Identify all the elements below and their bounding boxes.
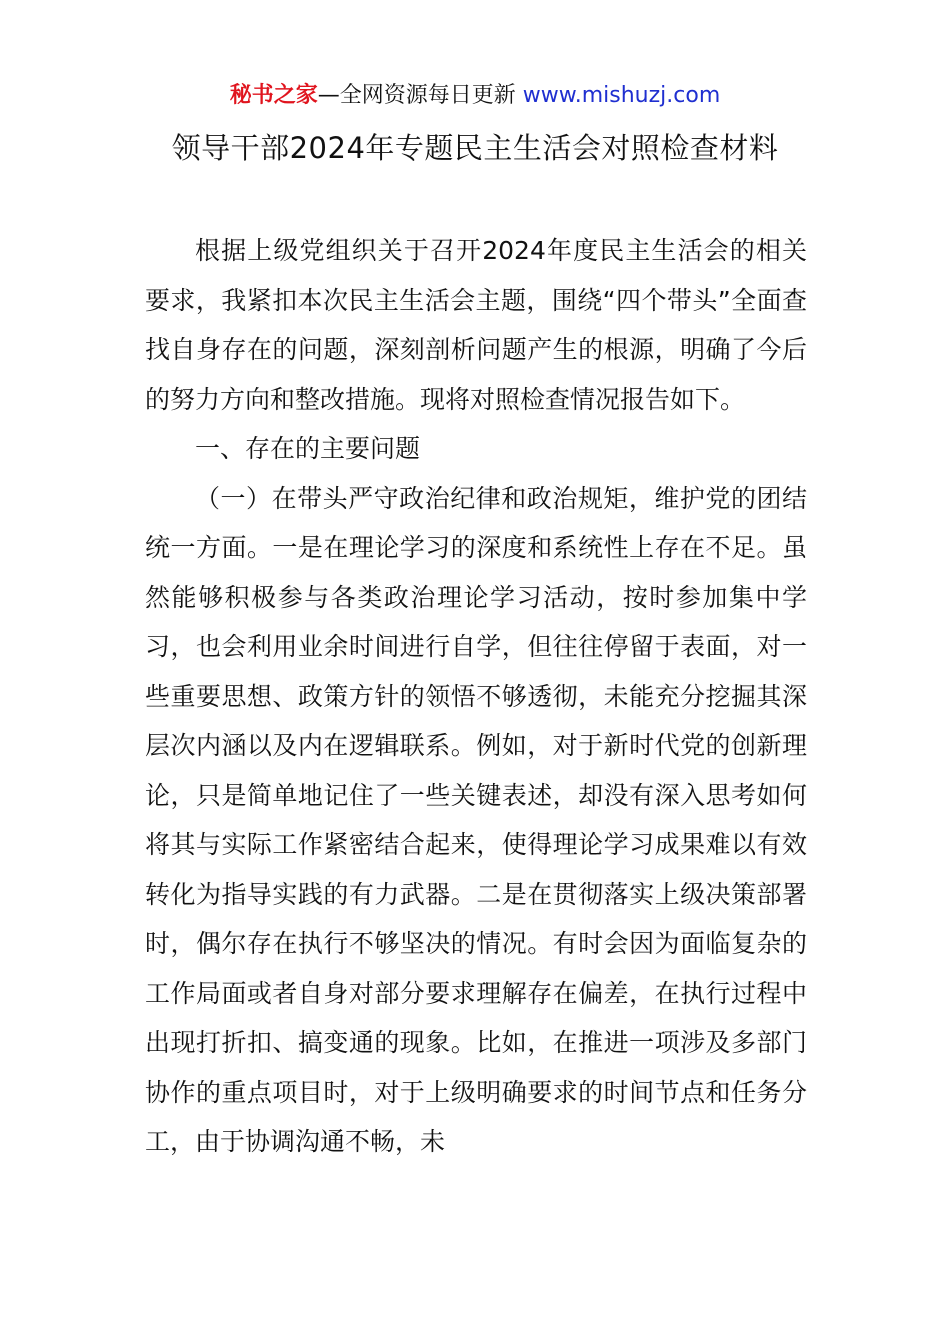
section-heading: 一、存在的主要问题 bbox=[195, 434, 421, 463]
document-body bbox=[145, 226, 807, 1167]
intro-paragraph: 根据上级党组织关于召开2024年度民主生活会的相关要求，我紧扣本次民主生活会主题，围绕“四个带头”全面查找自身存在的问题，深刻剖析问题产生的根源，明确了今后的努力方向和整改措施。现将对照检查情况报告如下。 bbox=[145, 236, 807, 414]
site-url-link[interactable]: www.mishuzj.com bbox=[522, 83, 721, 108]
document-title: 领导干部2024年专题民主生活会对照检查材料 bbox=[171, 131, 779, 165]
site-header bbox=[0, 80, 950, 112]
site-tagline: —全网资源每日更新 bbox=[317, 83, 516, 108]
section-paragraph: （一）在带头严守政治纪律和政治规矩，维护党的团结统一方面。一是在理论学习的深度和系统性上存在不足。虽然能够积极参与各类政治理论学习活动，按时参加集中学习，也会利用业余时间进行自学，但往往停留于表面，对一些重要思想、政策方针的领悟不够透彻，未能充分挖掘其深层次内涵以及内在逻辑联系。例如，对于新时代党的创新理论，只是简单地记住了一些关键表述，却没有深入思考如何将其与实际工作紧密结合起来，使得理论学习成果难以有效转化为指导实践的有力武器。二是在贯彻落实上级决策部署时，偶尔存在执行不够坚决的情况。有时会因为面临复杂的工作局面或者自身对部分要求理解存在偏差，在执行过程中出现打折扣、搞变通的现象。比如，在推进一项涉及多部门协作的重点项目时，对于上级明确要求的时间节点和任务分工，由于协调沟通不畅，未 bbox=[145, 483, 807, 1156]
site-brand: 秘书之家 bbox=[229, 83, 318, 108]
